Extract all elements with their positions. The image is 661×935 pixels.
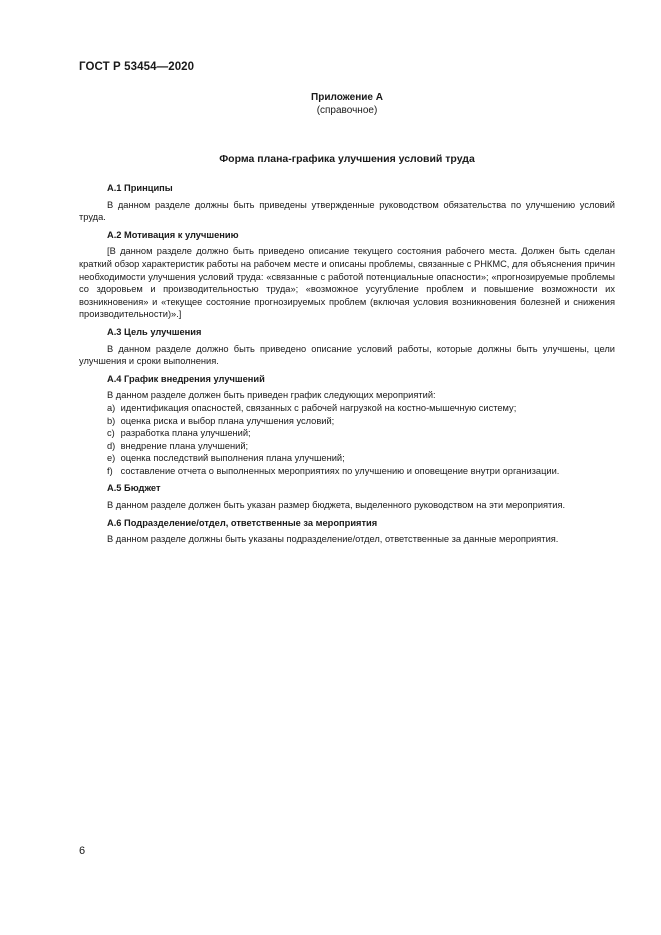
list-item	[79, 415, 615, 428]
section-text: В данном разделе должно быть приведено описание условий работы, которые должны быть улучшены, цели улучшения и сроки выполнения.	[79, 343, 615, 367]
list-marker: b)	[107, 415, 116, 426]
list-marker: e)	[107, 453, 116, 464]
list-item-text: составление отчета о выполненных мероприятиях по улучшению и оповещение внутри организации.	[120, 465, 560, 476]
annex-heading	[0, 91, 661, 117]
list-item	[79, 465, 615, 478]
list-item	[79, 452, 615, 465]
list-item	[79, 440, 615, 453]
section-a6	[79, 517, 615, 546]
list-item-text: разработка плана улучшений;	[120, 428, 251, 439]
section-title: А.4 График внедрения улучшений	[107, 373, 265, 384]
section-title: А.1 Принципы	[107, 183, 173, 193]
annex-title: Приложение А	[311, 92, 383, 103]
section-text: В данном разделе должны быть указаны подразделение/отдел, ответственные за данные мероприятия.	[107, 534, 559, 545]
section-a4	[79, 373, 615, 478]
section-a2	[79, 229, 615, 321]
document-body	[79, 182, 615, 551]
document-code: ГОСТ Р 53454—2020	[79, 61, 195, 73]
section-title: А.6 Подразделение/отдел, ответственные за мероприятия	[107, 517, 378, 528]
section-title: А.2 Мотивация к улучшению	[107, 229, 239, 240]
page-number: 6	[79, 845, 86, 857]
section-a3	[79, 326, 615, 368]
list-marker: a)	[107, 402, 116, 413]
list-item-text: оценка последствий выполнения плана улучшений;	[120, 453, 345, 464]
section-a1	[79, 182, 615, 224]
section-a5	[79, 482, 615, 511]
list-item-text: идентификация опасностей, связанных с рабочей нагрузкой на костно-мышечную систему;	[120, 402, 517, 413]
section-text: В данном разделе должны быть приведены утвержденные руководством обязательства по улучшению условий труда.	[79, 199, 615, 223]
list-item-text: внедрение плана улучшений;	[120, 440, 249, 451]
form-title: Форма плана-графика улучшения условий труда	[219, 153, 475, 165]
section-title: А.5 Бюджет	[107, 483, 161, 494]
list-marker: c)	[107, 428, 115, 439]
annex-subtitle: (справочное)	[316, 105, 378, 116]
list-marker: f)	[107, 465, 113, 476]
list-item-text: оценка риска и выбор плана улучшения условий;	[120, 415, 335, 426]
activities-list	[79, 402, 615, 478]
section-text: В данном разделе должен быть указан размер бюджета, выделенного руководством на эти мероприятия.	[107, 500, 566, 511]
list-item	[79, 427, 615, 440]
section-title: А.3 Цель улучшения	[107, 326, 202, 337]
section-text: [В данном разделе должно быть приведено описание текущего состояния рабочего места. Должен быть сделан краткий обзор характеристик работы на рабочем месте и описаны проблемы, связанные с РНКМС, для объяснения причин необходимости улучшения условий труда: «связанные с работой потенциальные опасности»; «прогнозируемые проблемы со здоровьем и производительностью труда»; «возможное усугубление проблем и повышение возможности их возникновения» и «текущее состояние прогнозируемых проблем (включая условия возникновения болезней и снижения производительности)».]	[79, 246, 615, 320]
section-text: В данном разделе должен быть приведен график следующих мероприятий:	[107, 390, 436, 401]
list-item	[79, 402, 615, 415]
list-marker: d)	[107, 440, 116, 451]
